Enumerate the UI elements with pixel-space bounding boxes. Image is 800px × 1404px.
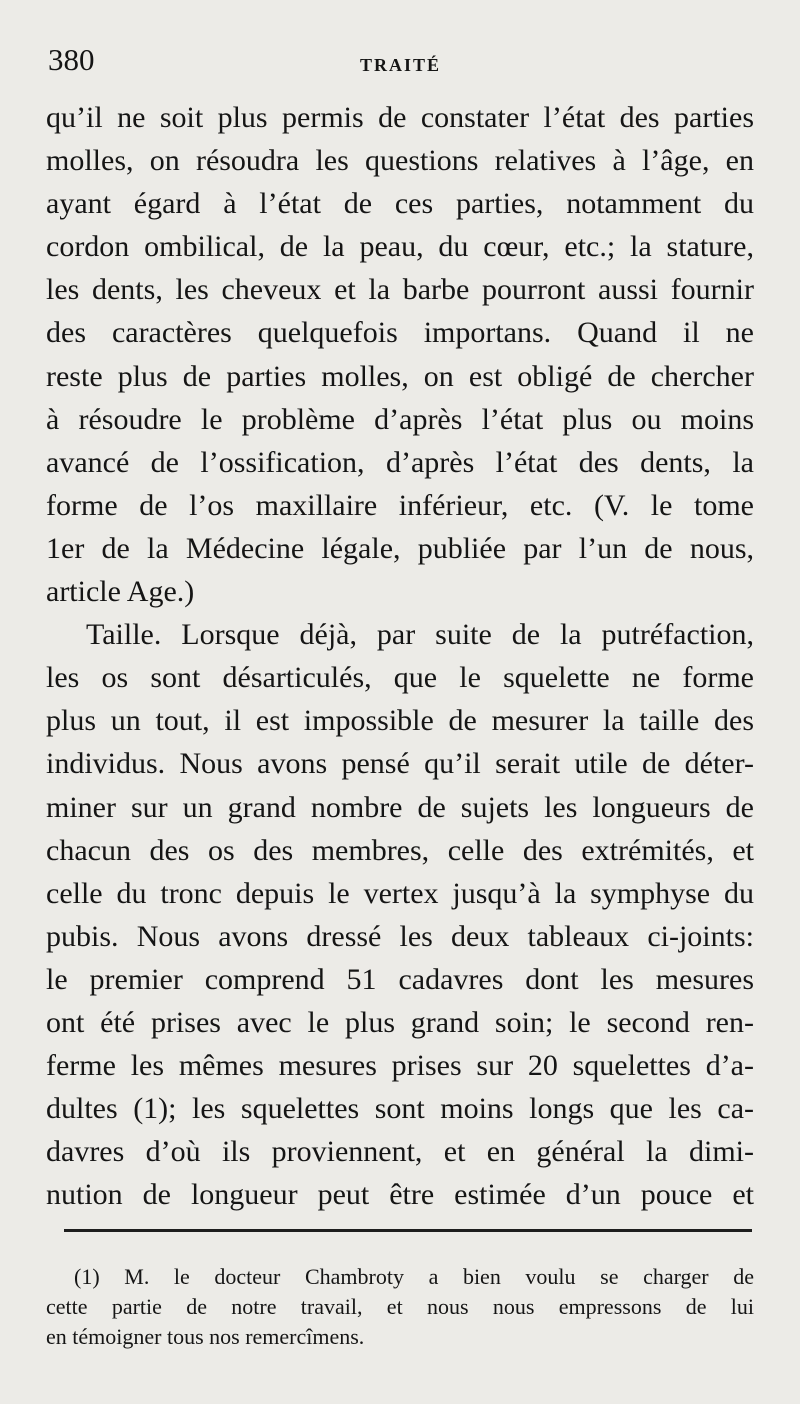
text-line: forme de l’os maxillaire inférieur, etc. (V. le tome <box>46 488 754 522</box>
footnote-line: en témoigner tous nos remercîmens. <box>46 1324 365 1349</box>
running-head: TRAITÉ <box>360 55 442 75</box>
text-line: celle du tronc depuis le vertex jusqu’à la symphyse du <box>46 876 754 910</box>
page-header <box>48 40 754 84</box>
text-line: à résoudre le problème d’après l’état plus ou moins <box>46 402 754 436</box>
text-line: reste plus de parties molles, on est obligé de chercher <box>46 359 754 393</box>
text-line: miner sur un grand nombre de sujets les longueurs de <box>46 790 754 824</box>
text-line: davres d’où ils proviennent, et en général la dimi- <box>46 1135 754 1169</box>
text-line: 1er de la Médecine légale, publiée par l’un de nous, <box>46 531 754 565</box>
text-line: les os sont désarticulés, que le squelette ne forme <box>46 661 754 695</box>
text-line: molles, on résoudra les questions relatives à l’âge, en <box>46 144 754 178</box>
text-line: ayant égard à l’état de ces parties, notamment du <box>46 187 754 221</box>
text-line: chacun des os des membres, celle des extrémités, et <box>46 833 754 867</box>
text-line: ferme les mêmes mesures prises sur 20 squelettes d’a- <box>46 1049 754 1083</box>
text-line: individus. Nous avons pensé qu’il serait utile de déter- <box>46 747 754 781</box>
footnote-line: (1) M. le docteur Chambroty a bien voulu se charger de <box>74 1264 754 1289</box>
text-line: cordon ombilical, de la peau, du cœur, etc.; la stature, <box>46 230 754 264</box>
text-line: qu’il ne soit plus permis de constater l’état des parties <box>46 101 754 134</box>
text-line: plus un tout, il est impossible de mesurer la taille des <box>46 704 754 738</box>
text-line: avancé de l’ossification, d’après l’état des dents, la <box>46 445 754 479</box>
text-line: nution de longueur peut être estimée d’un pouce et <box>46 1178 754 1212</box>
footnote-line: cette partie de notre travail, et nous nous empressons de lui <box>46 1294 754 1319</box>
text-line: des caractères quelquefois importans. Quand il ne <box>46 316 754 350</box>
text-line: dultes (1); les squelettes sont moins longs que les ca- <box>46 1092 754 1126</box>
footnote-rule <box>64 1229 752 1232</box>
body-text <box>46 96 754 1216</box>
text-line: Taille. Lorsque déjà, par suite de la putréfaction, <box>86 618 754 652</box>
footnote <box>46 1262 754 1352</box>
text-line: pubis. Nous avons dressé les deux tableaux ci-joints: <box>46 919 754 953</box>
text-line: le premier comprend 51 cadavres dont les mesures <box>46 962 754 996</box>
text-line: article Age.) <box>46 575 195 609</box>
page-number: 380 <box>48 42 95 77</box>
text-line: ont été prises avec le plus grand soin; le second ren- <box>46 1005 754 1039</box>
text-line: les dents, les cheveux et la barbe pourront aussi fournir <box>46 273 754 307</box>
